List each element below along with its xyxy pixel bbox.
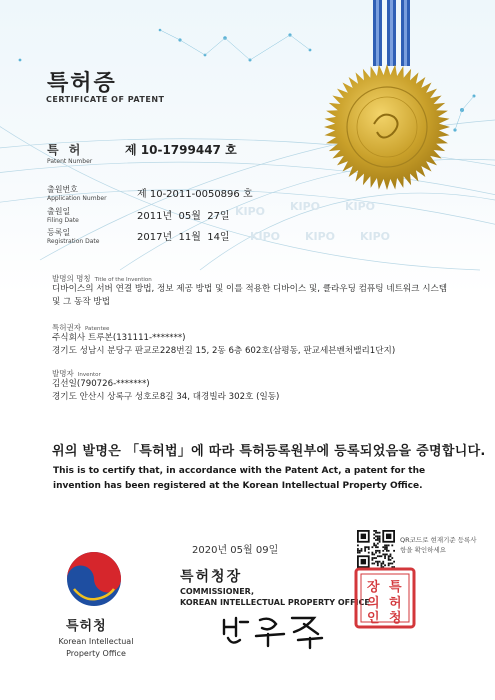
patentee-address: 경기도 성남시 분당구 판교로228번길 15, 2동 6층 602호(삼평동, 판교세븐벤처밸리1단지) (52, 346, 396, 356)
certificate-title-en: CERTIFICATE OF PATENT (46, 95, 165, 104)
ribbon-decoration (372, 0, 412, 66)
filing-date-value: 2011년 05월 27일 (137, 211, 230, 222)
office-name-en (52, 636, 140, 660)
svg-text:의: 의 (367, 596, 380, 611)
issuer-title: 특허청장 (180, 569, 243, 585)
issuer-title-en (180, 586, 370, 608)
certification-statement-ko: 위의 발명은 「특허법」에 따라 특허등록원부에 등록되었음을 증명합니다. (52, 444, 486, 459)
svg-text:KIPO: KIPO (250, 230, 281, 243)
patent-number-value: 제 10-1799447 호 (125, 143, 237, 157)
inventor-address: 경기도 안산시 상록구 성호로8길 34, 대경빌라 302호 (일동) (52, 392, 280, 402)
office-name-ko: 특허청 (66, 619, 107, 634)
invention-title-label-en: Title of the Invention (94, 277, 152, 283)
registration-date-label: 등록일 (47, 228, 71, 237)
office-name-en-line2: Property Office (66, 649, 126, 658)
svg-text:KIPO: KIPO (305, 230, 336, 243)
filing-date-label-en: Filing Date (47, 217, 79, 224)
patentee-label: 특허권자 (52, 323, 81, 332)
kipo-logo-icon (64, 549, 124, 609)
issuer-title-en-line1: COMMISSIONER, (180, 587, 255, 596)
svg-text:허: 허 (389, 596, 402, 611)
svg-text:인: 인 (367, 611, 380, 626)
issue-date: 2020년 05월 09일 (192, 545, 279, 556)
official-stamp-icon (354, 567, 416, 629)
svg-text:KIPO: KIPO (345, 200, 376, 213)
application-number-value: 제 10-2011-0050896 호 (137, 189, 253, 200)
inventor-name: 김선일(790726-*******) (52, 379, 150, 389)
svg-text:장: 장 (367, 580, 380, 595)
application-number-label-en: Application Number (47, 195, 107, 202)
certification-statement-en: This is to certify that, in accordance with the Patent Act, a patent for the invention has been registered at the Korean Intellectual Property Office. (53, 466, 426, 491)
registration-date-label-en: Registration Date (47, 238, 100, 245)
invention-title-value: 디바이스의 서버 연결 방법, 정보 제공 방법 및 이를 적용한 디바이스 및, 클라우딩 컴퓨팅 네트워크 시스템 및 그 동작 방법 (52, 284, 448, 307)
patent-number-label-en: Patent Number (47, 158, 93, 165)
issuer-title-en-line2: KOREAN INTELLECTUAL PROPERTY OFFICE (180, 598, 370, 607)
patentee-label-en: Patentee (84, 326, 110, 332)
svg-text:특: 특 (389, 580, 402, 595)
inventor-label: 발명자 (52, 369, 74, 378)
patent-number-label: 특 허 (47, 143, 84, 157)
qr-code[interactable] (357, 530, 395, 568)
qr-note: QR코드로 현재기준 등록사항을 확인하세요 (400, 536, 477, 554)
invention-title-label: 발명의 명칭 (52, 274, 91, 283)
patentee-name: 주식회사 트루본(131111-*******) (52, 333, 186, 343)
svg-text:청: 청 (389, 611, 402, 626)
gold-seal-icon (322, 62, 452, 192)
filing-date-label: 출원일 (47, 207, 71, 216)
commissioner-signature-icon (218, 612, 328, 652)
registration-date-value: 2017년 11월 14일 (137, 232, 230, 243)
office-name-en-line1: Korean Intellectual (58, 637, 134, 646)
inventor-label-en: Inventor (77, 372, 101, 378)
svg-text:KIPO: KIPO (235, 205, 266, 218)
svg-text:KIPO: KIPO (360, 230, 391, 243)
svg-text:KIPO: KIPO (290, 200, 321, 213)
certificate-title: 특허증 (47, 71, 117, 96)
application-number-label: 출원번호 (47, 185, 78, 194)
